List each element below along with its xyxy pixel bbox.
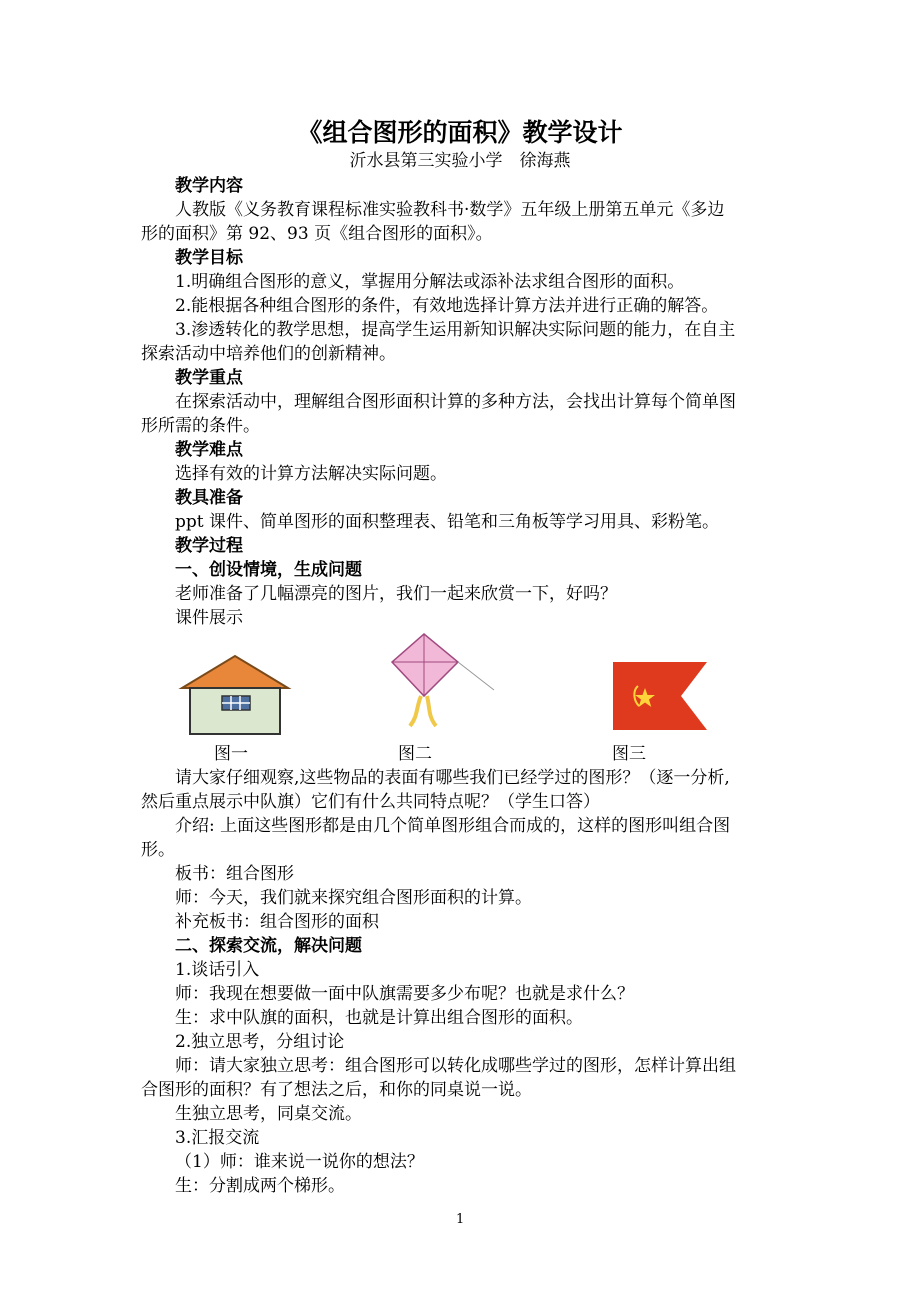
figure-caption-1: 图一 bbox=[214, 744, 248, 764]
house-wall bbox=[190, 688, 280, 734]
kite-tail-right bbox=[427, 696, 436, 726]
goal-item-1: 1.明确组合图形的意义，掌握用分解法或添补法求组合图形的面积。 bbox=[175, 272, 685, 292]
paragraph-line: 形。 bbox=[141, 840, 175, 860]
section-heading-materials: 教具准备 bbox=[175, 488, 243, 508]
kite-figure bbox=[388, 630, 498, 730]
paragraph-line: 板书：组合图形 bbox=[175, 864, 294, 884]
paragraph-line: 请大家仔细观察,这些物品的表面有哪些我们已经学过的图形？（逐一分析, bbox=[175, 768, 730, 788]
house-figure bbox=[178, 652, 292, 736]
paragraph-line: 生：分割成两个梯形。 bbox=[175, 1176, 345, 1196]
kite-tail-left bbox=[410, 696, 421, 726]
part-heading-1: 一、创设情境，生成问题 bbox=[175, 560, 362, 580]
step-heading-1: 1.谈话引入 bbox=[175, 960, 260, 980]
figure-caption-2: 图二 bbox=[398, 744, 432, 764]
flag-figure bbox=[611, 660, 709, 732]
kite-body bbox=[392, 634, 458, 696]
paragraph-line: 师：请大家独立思考：组合图形可以转化成哪些学过的图形，怎样计算出组 bbox=[175, 1056, 736, 1076]
paragraph-line: 补充板书：组合图形的面积 bbox=[175, 912, 379, 932]
step-heading-3: 3.汇报交流 bbox=[175, 1128, 260, 1148]
goal-item-2: 2.能根据各种组合图形的条件，有效地选择计算方法并进行正确的解答。 bbox=[175, 296, 719, 316]
step-heading-2: 2.独立思考，分组讨论 bbox=[175, 1032, 345, 1052]
paragraph-line: 形的面积》第 92、93 页《组合图形的面积》。 bbox=[141, 224, 493, 244]
paragraph-line: 形所需的条件。 bbox=[141, 416, 260, 436]
paragraph-line: 生：求中队旗的面积，也就是计算出组合图形的面积。 bbox=[175, 1008, 583, 1028]
paragraph-line: ppt 课件、简单图形的面积整理表、铅笔和三角板等学习用具、彩粉笔。 bbox=[175, 512, 719, 532]
section-heading-content: 教学内容 bbox=[175, 176, 243, 196]
paragraph-line: 选择有效的计算方法解决实际问题。 bbox=[175, 464, 447, 484]
section-heading-process: 教学过程 bbox=[175, 536, 243, 556]
goal-item-3-cont: 探索活动中培养他们的创新精神。 bbox=[141, 344, 396, 364]
document-title: 《组合图形的面积》教学设计 bbox=[297, 118, 623, 147]
paragraph-line: 在探索活动中，理解组合图形面积计算的多种方法，会找出计算每个简单图 bbox=[175, 392, 736, 412]
paragraph-line: 课件展示 bbox=[175, 608, 243, 628]
paragraph-line: 师：今天，我们就来探究组合图形面积的计算。 bbox=[175, 888, 532, 908]
page-number: 1 bbox=[456, 1212, 465, 1227]
paragraph-line: 师：我现在想要做一面中队旗需要多少布呢？也就是求什么？ bbox=[175, 984, 634, 1004]
flag-body bbox=[613, 662, 707, 730]
section-heading-difficulty: 教学难点 bbox=[175, 440, 243, 460]
figure-caption-3: 图三 bbox=[612, 744, 646, 764]
paragraph-line: 合图形的面积？有了想法之后，和你的同桌说一说。 bbox=[141, 1080, 532, 1100]
house-roof bbox=[182, 656, 288, 688]
part-heading-2: 二、探索交流，解决问题 bbox=[175, 936, 362, 956]
paragraph-line: 介绍: 上面这些图形都是由几个简单图形组合而成的，这样的图形叫组合图 bbox=[175, 816, 731, 836]
paragraph-line: 老师准备了几幅漂亮的图片，我们一起来欣赏一下，好吗？ bbox=[175, 584, 617, 604]
section-heading-goals: 教学目标 bbox=[175, 248, 243, 268]
paragraph-line: （1）师：谁来说一说你的想法？ bbox=[175, 1152, 424, 1172]
section-heading-key-points: 教学重点 bbox=[175, 368, 243, 388]
goal-item-3: 3.渗透转化的教学思想，提高学生运用新知识解决实际问题的能力，在自主 bbox=[175, 320, 736, 340]
author-line: 沂水县第三实验小学 徐海燕 bbox=[349, 151, 571, 171]
kite-string bbox=[458, 662, 494, 690]
paragraph-line: 生独立思考，同桌交流。 bbox=[175, 1104, 362, 1124]
paragraph-line: 人教版《义务教育课程标准实验教科书·数学》五年级上册第五单元《多边 bbox=[175, 200, 725, 220]
paragraph-line: 然后重点展示中队旗）它们有什么共同特点呢？（学生口答） bbox=[141, 792, 600, 812]
